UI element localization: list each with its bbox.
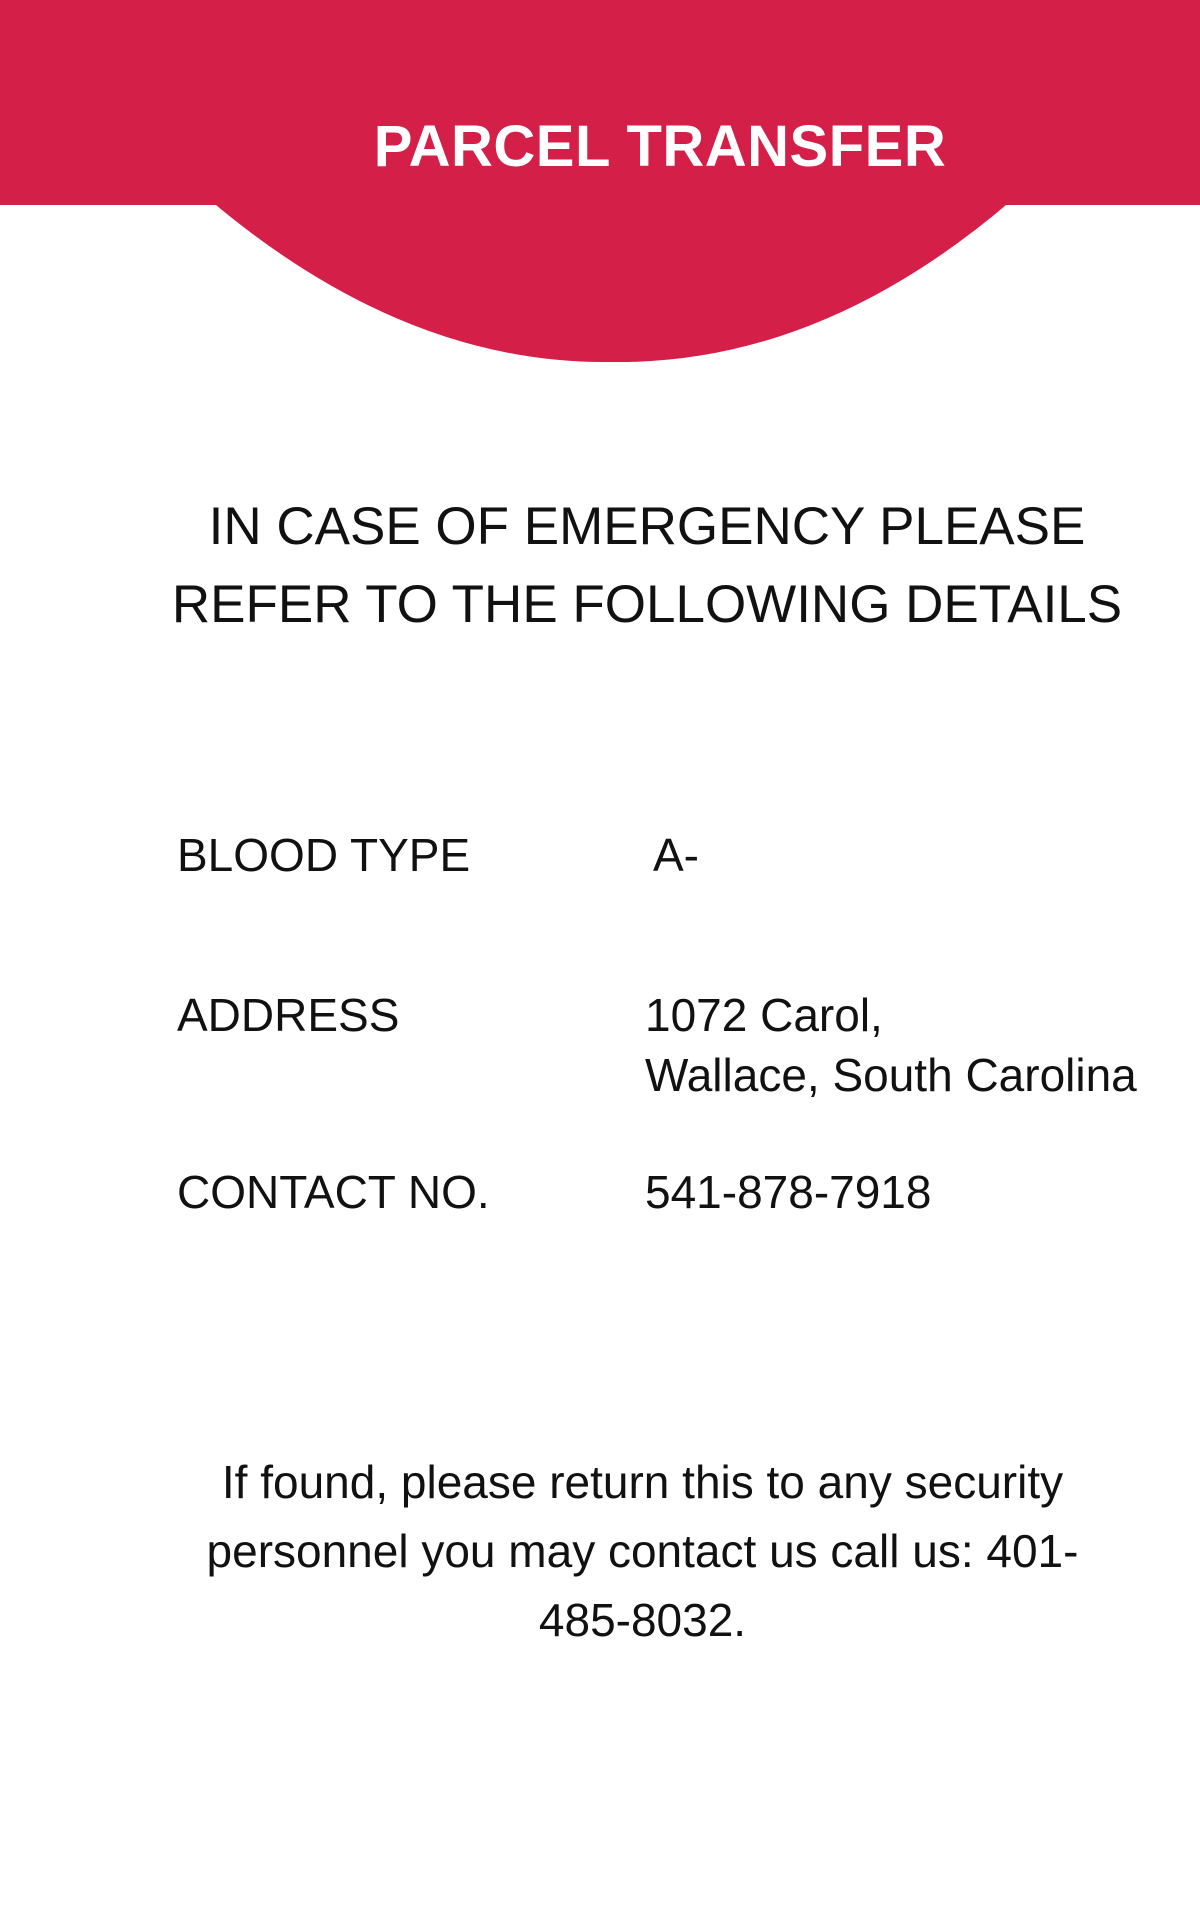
return-instructions — [180, 1448, 1105, 1655]
contact-label: CONTACT NO. — [177, 1166, 490, 1218]
address-value — [645, 985, 1137, 1105]
footer-line: If found, please return this to any security — [221, 1456, 1064, 1508]
header-arc — [0, 0, 1200, 370]
contact-value: 541-878-7918 — [645, 1166, 932, 1218]
footer-line: personnel you may contact us call us: 401- — [206, 1525, 1079, 1577]
address-line: 1072 Carol, — [645, 989, 883, 1041]
blood-type-value: A- — [653, 829, 699, 881]
notice-line: REFER TO THE FOLLOWING DETAILS — [171, 575, 1123, 634]
notice-line: IN CASE OF EMERGENCY PLEASE — [208, 497, 1086, 556]
emergency-notice — [150, 488, 1144, 644]
address-line: Wallace, South Carolina — [645, 1049, 1137, 1101]
address-label: ADDRESS — [177, 989, 400, 1041]
page-title: PARCEL TRANSFER — [373, 114, 947, 179]
blood-type-label: BLOOD TYPE — [177, 829, 471, 881]
footer-line: 485-8032. — [538, 1594, 747, 1646]
